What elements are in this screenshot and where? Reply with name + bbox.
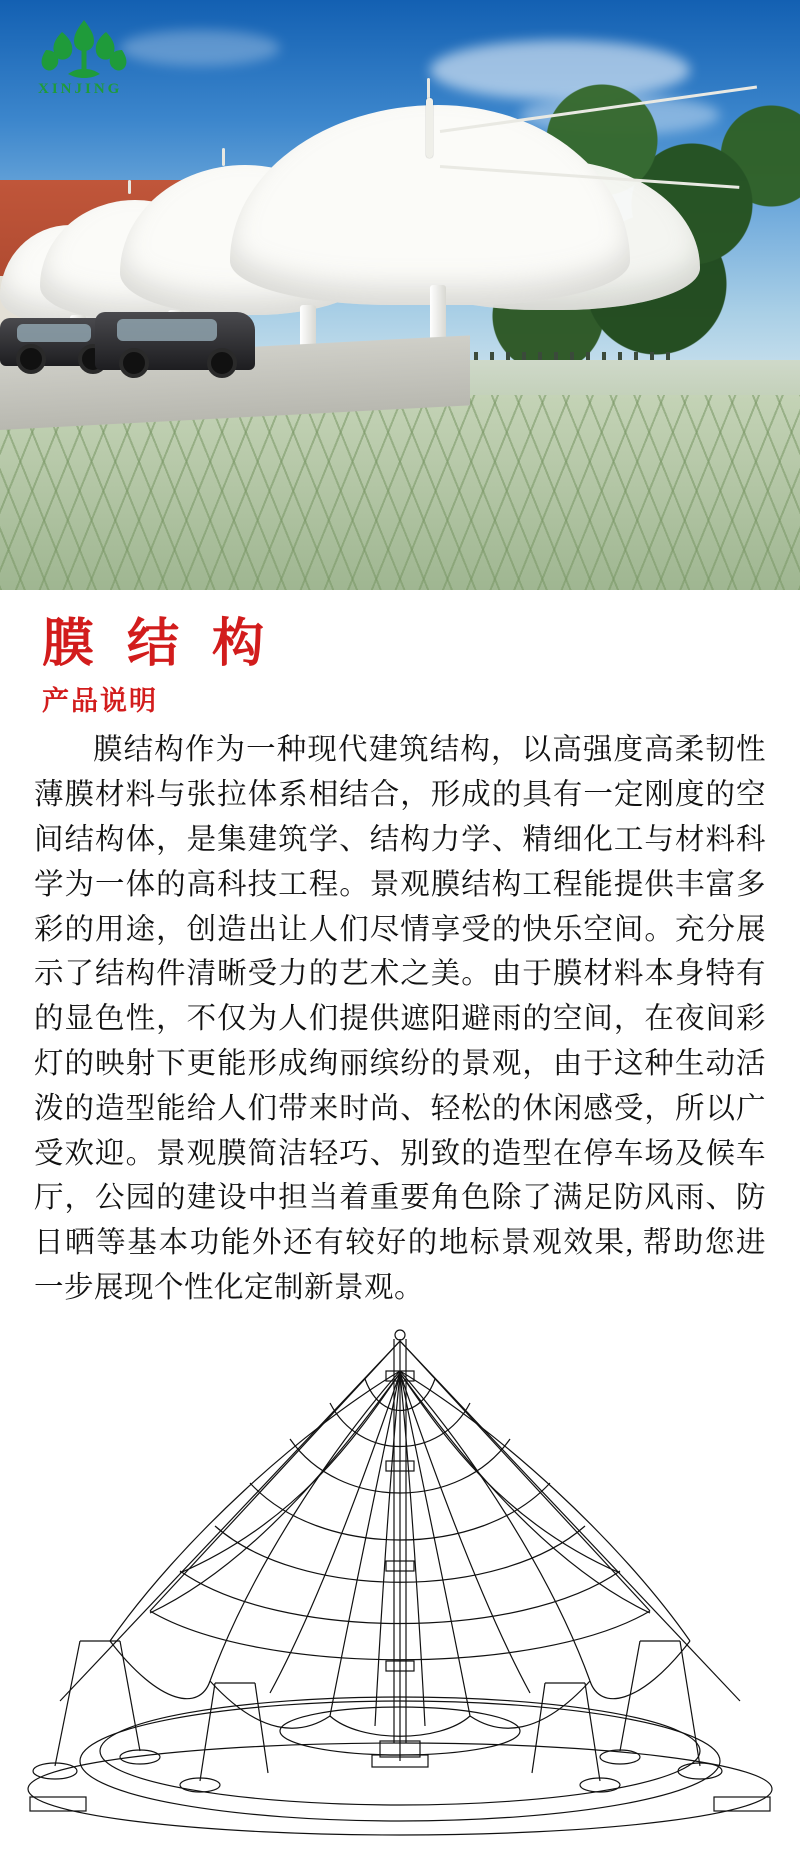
car-wheel [119, 348, 149, 378]
stay-cable [440, 85, 757, 133]
car [95, 312, 255, 370]
membrane-canopy-wireframe-svg [0, 1311, 800, 1841]
mast-finial [222, 148, 225, 166]
grass-paver-surface [0, 395, 800, 590]
brand-logo [38, 18, 158, 106]
xinjing-leaf-logo-icon [38, 18, 130, 80]
technical-line-drawing [0, 1311, 800, 1841]
parked-cars [0, 300, 300, 380]
section-subtitle: 产品说明 [42, 686, 158, 717]
car-window [117, 319, 216, 341]
mast [426, 98, 433, 158]
hero-photo [0, 0, 800, 590]
car-wheel [207, 348, 237, 378]
description-paragraph: 膜结构作为一种现代建筑结构，以高强度高柔韧性薄膜材料与张拉体系相结合，形成的具有一定刚度的空间结构体，是集建筑学、结构力学、精细化工与材料科学为一体的高科技工程。景观膜结构工程能提供丰富多彩的用途，创造出让人们尽情享受的快乐空间。充分展示了结构件清晰受力的艺术之美。由于膜材料本身特有的显色性，不仅为人们提供遮阳避雨的空间，在夜间彩灯的映射下更能形成绚丽缤纷的景观，由于这种生动活泼的造型能给人们带来时尚、轻松的休闲感受，所以广受欢迎。景观膜简洁轻巧、别致的造型在停车场及候车厅，公园的建设中担当着重要角色除了满足防风雨、防日晒等基本功能外还有较好的地标景观效果, 帮助您进一步展现个性化定制新景观。 [34, 734, 766, 1305]
car-wheel [16, 344, 46, 374]
brand-text: XINJING [38, 81, 123, 97]
page-title: 膜 结 构 [42, 616, 275, 673]
mast-finial [128, 180, 131, 194]
car-window [17, 324, 91, 342]
product-description-block [0, 590, 800, 1311]
